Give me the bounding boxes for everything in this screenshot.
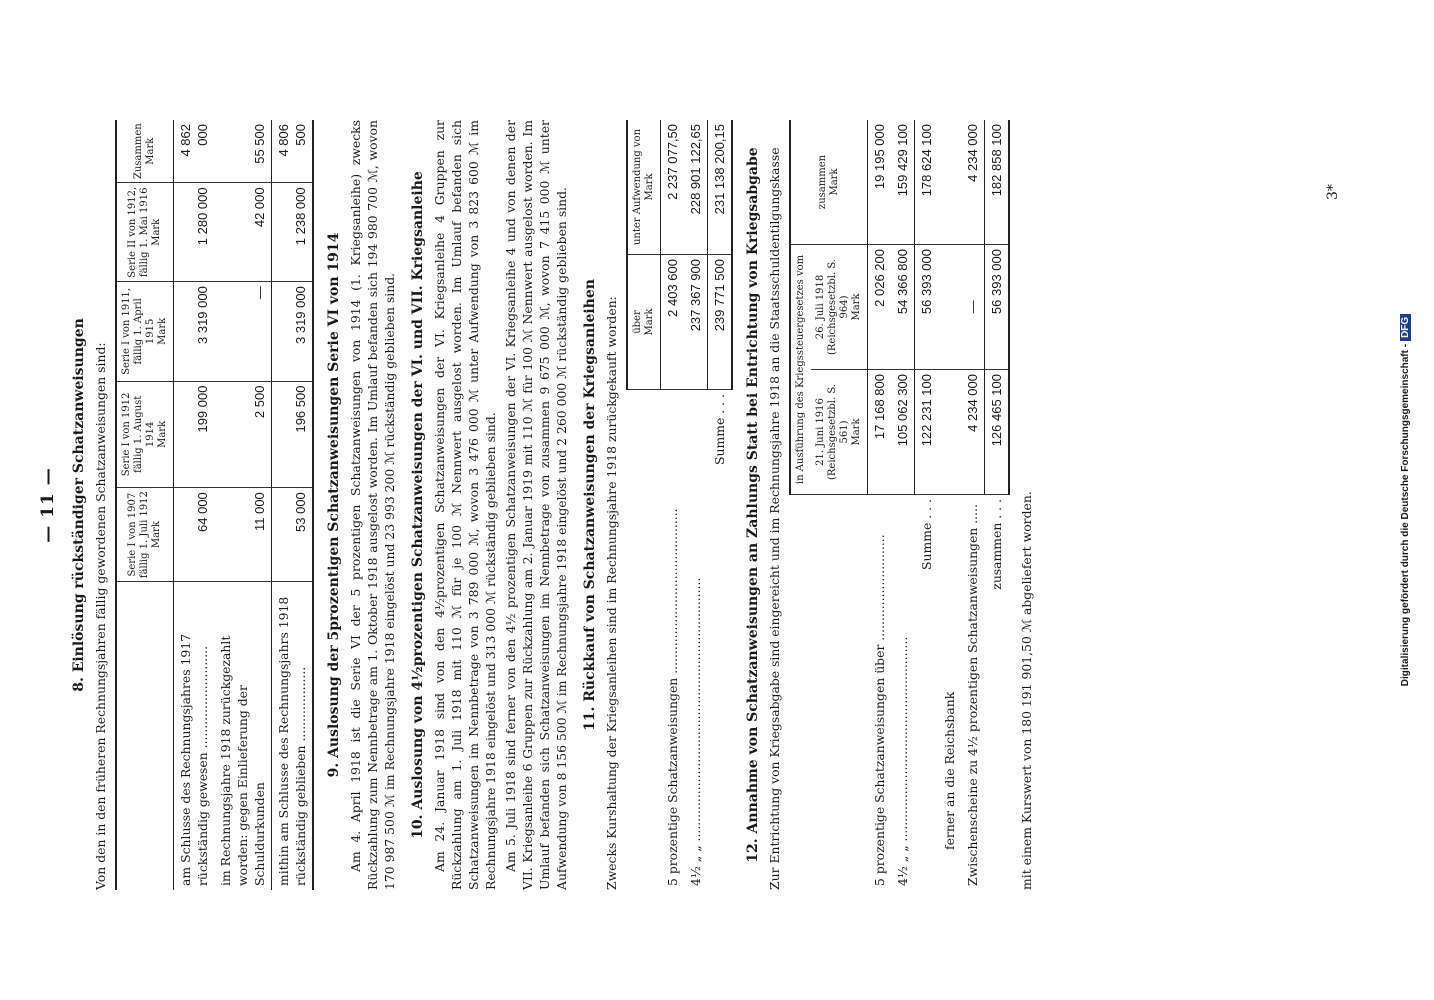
row-label: Summe . . . xyxy=(918,499,934,570)
page-mark: 3* xyxy=(1325,184,1341,200)
cell: 2 026 200 xyxy=(868,245,892,370)
row-label: Summe . . . xyxy=(712,394,728,465)
cell: 4 234 000 xyxy=(961,120,985,245)
cell: 54 366 800 xyxy=(891,245,915,370)
col-header: 26. Juli 1918 (Reichsgesetzbl. S. 964) Mark xyxy=(811,245,868,370)
cell: 3 319 000 xyxy=(272,282,314,381)
cell: 182 858 100 xyxy=(985,120,1010,245)
cell: 4 862 000 xyxy=(174,120,215,183)
section-8-title: 8. Einlösung rückständiger Schatzanweisungen xyxy=(71,318,87,692)
table-row xyxy=(891,120,915,890)
col-header: Serie II von 1912, fällig 1. Mai 1916 Mark xyxy=(116,183,174,282)
col-header: Zusammen Mark xyxy=(116,120,174,183)
row-label: ferner an die Reichsbank xyxy=(942,691,957,850)
row-label: mithin am Schlusse des Rechnungsjahrs 1918 rückständig geblieben ................... xyxy=(272,582,314,891)
section-12-table xyxy=(789,120,1010,890)
table-row xyxy=(868,120,892,890)
page-header: — 11 — xyxy=(38,467,58,543)
cell: 2 403 600 xyxy=(661,255,685,390)
table-row xyxy=(985,120,1010,890)
cell: 1 280 000 xyxy=(174,183,215,282)
col-header: 21. Juni 1916 (Reichsgesetzbl. S. 561) Mark xyxy=(811,370,868,495)
col-header: zusammen Mark xyxy=(790,120,868,245)
table-row xyxy=(961,120,985,890)
section-10-para-2: Am 5. Juli 1918 sind ferner von den 4½ prozentigen Schatzanweisungen der VI. Kriegsanleihe 4 und von denen der VII. Kriegsanleihe 6 Gruppen zur Rückzahlung am 2. Januar 1919 mit 110 ℳ für 100 ℳ Nennwert ausgelost worden. Im Umlauf befanden sich Schatzanweisungen im Nennbetrage von zusammen 9 675 000 ℳ, wovon 7 415 000 ℳ unter Aufwendung von 8 156 500 ℳ im Rechnungsjahre 1918 eingelöst und 2 260 000 ℳ rückständig geblieben sind. xyxy=(503,120,569,890)
cell: 3 319 000 xyxy=(174,282,215,381)
cell: 56 393 000 xyxy=(985,245,1010,370)
col-header: Serie I von 1911, fällig 1. April 1915 Mark xyxy=(116,282,174,381)
footer-text: Digitalisierung gefördert durch die Deutsche Forschungsgemeinschaft - xyxy=(1400,343,1411,687)
cell: 17 168 800 xyxy=(868,370,892,495)
cell: 231 138 200,15 xyxy=(708,120,733,255)
cell: 55 500 xyxy=(214,120,272,183)
cell: 19 195 000 xyxy=(868,120,892,245)
section-10-title: 10. Auslosung von 4½prozentigen Schatzanweisungen der VI. und VII. Kriegsanleihe xyxy=(410,171,426,839)
row-label: 4½ „ „ .................................................... xyxy=(895,636,911,886)
cell: 56 393 000 xyxy=(915,245,939,370)
document-page xyxy=(40,120,1035,890)
group-header: in Ausführung des Kriegssteuergesetzes vom xyxy=(790,245,811,495)
section-12-closing: mit einem Kurswert von 180 191 901,50 ℳ abgeliefert worden. xyxy=(1019,491,1034,890)
col-header: unter Aufwendung von Mark xyxy=(627,120,661,255)
cell: 126 465 100 xyxy=(985,370,1010,495)
row-label: am Schlusse des Rechnungsjahres 1917 rückständig gewesen .......................... xyxy=(178,633,210,886)
table-row xyxy=(938,120,961,890)
section-9-title: 9. Auslosung der 5prozentigen Schatzanweisungen Serie VI von 1914 xyxy=(326,232,342,778)
section-9-text: Am 4. April 1918 ist die Serie VI der 5 prozentigen Schatzanweisungen von 1914 (1. Kriegsanleihe) zwecks Rückzahlung zum Nennbetrage am 1. Oktober 1918 ausgelost worden. Im Umlauf befanden sich 194 980 700 ℳ, wovon 170 987 500 ℳ im Rechnungsjahre 1918 eingelöst und 23 993 200 ℳ rückständig geblieben sind. xyxy=(348,120,397,890)
section-12-intro: Zur Entrichtung von Kriegsabgabe sind eingereicht und im Rechnungsjahre 1918 an die Staatsschuldentilgungskasse xyxy=(767,147,782,890)
row-label: 4½ „ „ ................................................................... xyxy=(688,577,704,886)
cell: — xyxy=(214,282,272,381)
cell: 11 000 xyxy=(214,488,272,582)
dfg-logo: DFG xyxy=(1400,314,1411,341)
row-label: im Rechnungsjahre 1918 zurückgezahlt worden: gegen Einlieferung der Schuldurkunden xyxy=(218,635,267,886)
table-header-row xyxy=(116,120,174,890)
cell: 64 000 xyxy=(174,488,215,582)
cell: 42 000 xyxy=(214,183,272,282)
cell: 237 367 900 xyxy=(684,255,708,390)
section-10-para-1: Am 24. Januar 1918 sind von den 4½prozentigen Schatzanweisungen der VI. Kriegsanleihe 4 Gruppen zur Rückzahlung am 1. Juli 1918 mit 110 ℳ für je 100 ℳ Nennwert ausgelost worden. Im Umlauf befanden sich Schatzanweisungen im Nennbetrage von 3 789 000 ℳ, wovon 3 476 000 ℳ unter Aufwendung von 3 823 600 ℳ im Rechnungsjahre 1918 eingelöst und 313 000 ℳ rückständig geblieben sind. xyxy=(432,120,498,890)
section-8-intro: Von den in den früheren Rechnungsjahren fällig gewordenen Schatzanweisungen sind: xyxy=(93,342,108,890)
row-label: 5 prozentige Schatzanweisungen über ........................... xyxy=(871,534,887,886)
col-header: über Mark xyxy=(627,255,661,390)
table-header-row xyxy=(790,120,811,890)
cell: 239 771 500 xyxy=(708,255,733,390)
cell: 53 000 xyxy=(272,488,314,582)
table-row xyxy=(708,120,733,890)
section-12-title: 12. Annahme von Schatzanweisungen an Zahlungs Statt bei Entrichtung von Kriegsabgabe xyxy=(745,147,761,863)
col-header: Serie I von 1912 fällig 1. August 1914 Mark xyxy=(116,381,174,488)
row-label: zusammen . . . xyxy=(989,499,1005,590)
cell: 105 062 300 xyxy=(891,370,915,495)
cell: 4 806 500 xyxy=(272,120,314,183)
row-label: 5 prozentige Schatzanweisungen .......................................... xyxy=(664,508,680,886)
section-8-table xyxy=(115,120,314,890)
section-11-intro: Zwecks Kurshaltung der Kriegsanleihen sind im Rechnungsjahre 1918 zurückgekauft worden: xyxy=(604,296,619,890)
table-row xyxy=(915,120,939,890)
table-row xyxy=(684,120,708,890)
section-11-title: 11. Rückkauf von Schatzanweisungen der Kriegsanleihen xyxy=(582,279,598,731)
section-11-table xyxy=(626,120,733,890)
cell: 196 500 xyxy=(272,381,314,488)
cell: — xyxy=(961,245,985,370)
table-row xyxy=(174,120,215,890)
digitization-footer xyxy=(1400,0,1411,1000)
cell: 2 237 077,50 xyxy=(661,120,685,255)
table-row xyxy=(661,120,685,890)
table-row xyxy=(214,120,272,890)
col-header: Serie I von 1907 fällig 1. Juli 1912 Mark xyxy=(116,488,174,582)
cell: 159 429 100 xyxy=(891,120,915,245)
cell: 228 901 122,65 xyxy=(684,120,708,255)
table-row xyxy=(272,120,314,890)
row-label: Zwischenscheine zu 4½ prozentigen Schatzanweisungen ..... xyxy=(965,504,981,886)
cell: 199 000 xyxy=(174,381,215,488)
cell: 178 624 100 xyxy=(915,120,939,245)
cell: 2 500 xyxy=(214,381,272,488)
cell: 4 234 000 xyxy=(961,370,985,495)
cell: 1 238 000 xyxy=(272,183,314,282)
cell: 122 231 100 xyxy=(915,370,939,495)
table-header-row xyxy=(627,120,661,890)
